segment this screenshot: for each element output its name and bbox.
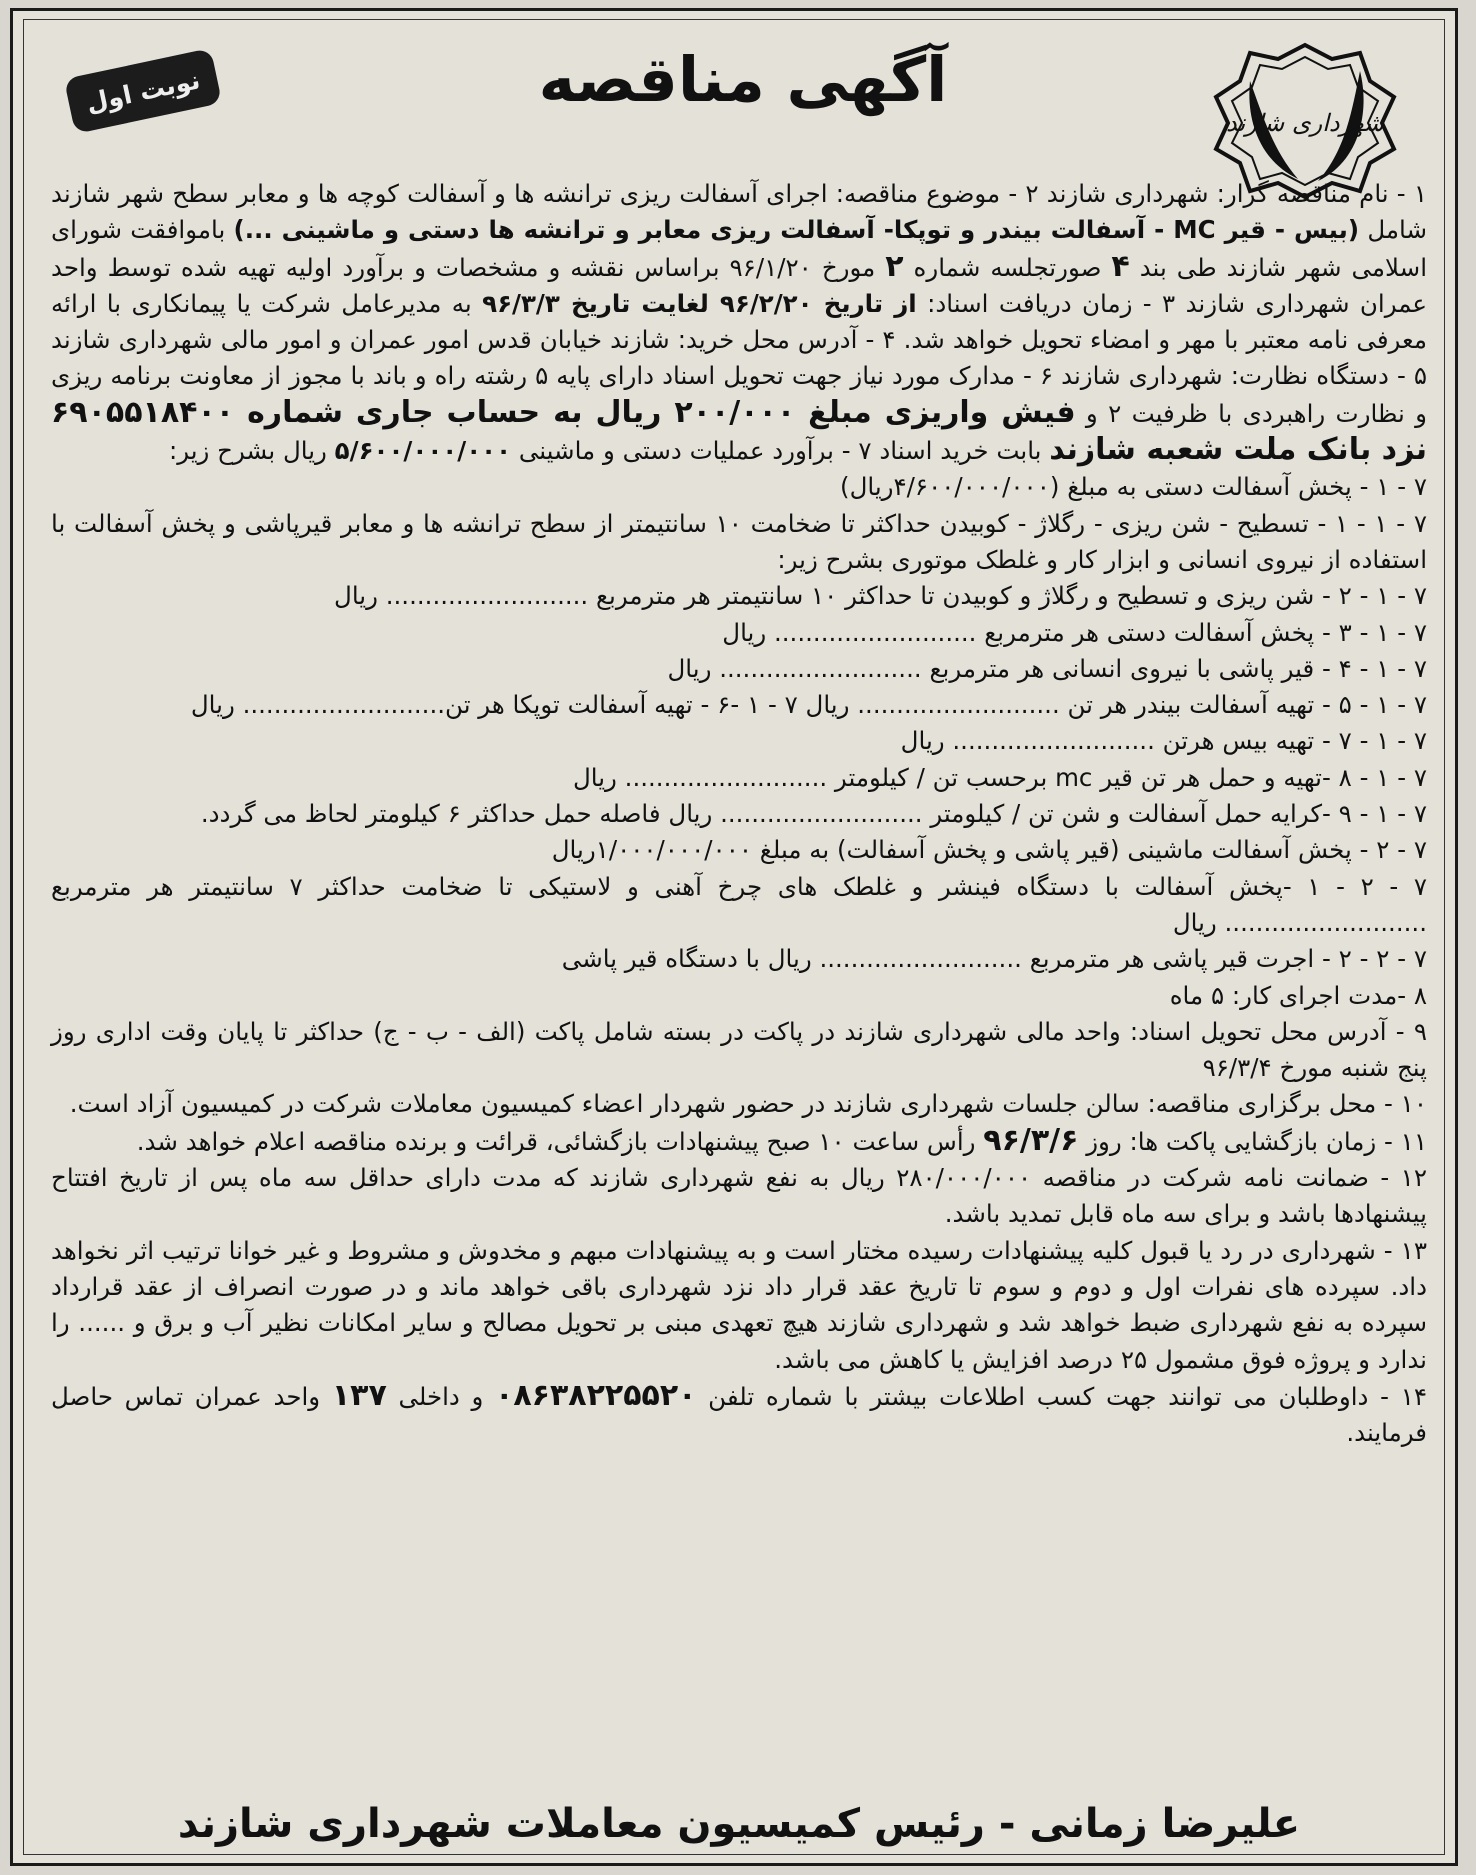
list-item: ۷ - ۱ - ۴ - قیر پاشی با نیروی انسانی هر مترمربع .......................... ریال: [667, 653, 1427, 683]
tender-notice-page: [10, 8, 1458, 1866]
estimate-amount: ۵/۶۰۰/۰۰۰/۰۰۰: [334, 436, 512, 466]
paragraph-1: ۱ - نام مناقصه گزار: شهرداری شازند ۲ - موضوع مناقصه: اجرای آسفالت ریزی ترانشه ها و آسفالت کوچه ها و معابر سطح شهر شازند شامل (بیس - قیر MC - آسفالت بیندر و توپکا- آسفالت ریزی معابر و ترانشه ها دستی و ماشینی ...) باموافقت شورای اسلامی شهر شازند طی بند ۴ صورتجلسه شماره ۲ مورخ ۹۶/۱/۲۰ براساس نقشه و مشخصات و برآورد اولیه تهیه شده توسط واحد عمران شهرداری شازند ۳ - زمان دریافت اسناد: از تاریخ ۹۶/۲/۲۰ لغایت تاریخ ۹۶/۳/۳ به مدیرعامل شرکت یا پیمانکاری با ارائه معرفی نامه معتبر با مهر و امضاء تحویل خواهد شد. ۴ - آدرس محل خرید: شازند خیابان قدس امور عمران و امور مالی شهرداری شازند ۵ - دستگاه نظارت: شهرداری شازند ۶ - مدارک مورد نیاز جهت تحویل اسناد دارای پایه ۵ رشته راه و باند با مجوز از معاونت برنامه ریزی و نظارت راهبردی با ظرفیت ۲ و فیش واریزی مبلغ ۲۰۰/۰۰۰ ریال به حساب جاری شماره ۶۹۰۵۵۱۸۴۰۰ نزد بانک ملت شعبه شازند بابت خرید اسناد ۷ - برآورد عملیات دستی و ماشینی ۵/۶۰۰/۰۰۰/۰۰۰ ریال بشرح زیر:: [51, 179, 1428, 468]
list-item: ۷ - ۱ - پخش آسفالت دستی به مبلغ (۴/۶۰۰/۰۰۰/۰۰۰ریال): [840, 472, 1427, 502]
notice-title: آگهی مناقصه: [538, 43, 948, 116]
list-item: ۷ - ۱ - ۸ -تهیه و حمل هر تن قیر mc برحسب تن / کیلومتر .......................... ریال: [572, 762, 1427, 792]
extension-number: ۱۳۷: [331, 1377, 387, 1413]
list-item: ۱۲ - ضمانت نامه شرکت در مناقصه ۲۸۰/۰۰۰/۰۰۰ ریال به نفع شهرداری شازند که مدت دارای حداقل سه ماه پس از تاریخ افتتاح پیشنهادها باشد و برای سه ماه قابل تمدید باشد.: [51, 1163, 1427, 1229]
publication-badge: نوبت اول: [64, 48, 222, 134]
list-item: ۱۳ - شهرداری در رد یا قبول کلیه پیشنهادات رسیده مختار است و به پیشنهادات مبهم و مخدوش و مشروط و غیر خوانا ترتیب اثر نخواهد داد. سپرده های نفرات اول و دوم و سوم تا تاریخ عقد قرار داد نزد شهرداری باقی خواهد ماند و در صورت انصراف از عقد قرارداد سپرده به نفع شهرداری ضبط خواهد شد و شهرداری شازند هیچ تعهدی مبنی بر تحویل مصالح و سایر امکانات نظیر آب و برق و ...... را ندارد و پروژه فوق مشمول ۲۵ درصد افزایش یا کاهش می باشد.: [51, 1235, 1427, 1374]
project-scope: (بیس - قیر MC - آسفالت بیندر و توپکا- آسفالت ریزی معابر و ترانشه ها دستی و ماشینی ...): [233, 215, 1360, 245]
list-item: ۱۰ - محل برگزاری مناقصه: سالن جلسات شهرداری شازند در حضور شهردار اعضاء کمیسیون معاملات شرکت در کمیسیون آزاد است.: [69, 1089, 1427, 1119]
notice-body: [51, 176, 1427, 1451]
list-item: ۸ -مدت اجرای کار: ۵ ماه: [1169, 980, 1427, 1010]
list-item: ۱۴ - داوطلبان می توانند جهت کسب اطلاعات بیشتر با شماره تلفن ۰۸۶۳۸۲۲۵۵۲۰ و داخلی ۱۳۷ واحد عمران تماس حاصل فرمایند.: [51, 1377, 1428, 1448]
list-item: ۷ - ۲ - ۱ -پخش آسفالت با دستگاه فینشر و غلطک های چرخ آهنی و لاستیکی تا ضخامت حداکثر ۷ سانتیمتر هر مترمربع .......................... ریال: [51, 871, 1427, 937]
list-item: ۹ - آدرس محل تحویل اسناد: واحد مالی شهرداری شازند در پاکت در بسته شامل پاکت (الف - ب - ج) حداکثر تا پایان وقت اداری روز پنج شنبه مورخ ۹۶/۳/۴: [51, 1016, 1427, 1083]
list-item: ۷ - ۱ - ۱ - تسطیح - شن ریزی - رگلاژ - کوبیدن حداکثر تا ضخامت ۱۰ سانتیمتر از سطح ترانشه ها و معابر قیرپاشی و پخش آسفالت با استفاده از نیروی انسانی و ابزار کار و غلطک موتوری بشرح زیر:: [51, 508, 1427, 574]
opening-date: ۹۶/۳/۶: [983, 1122, 1079, 1158]
document-dates: از تاریخ ۹۶/۲/۲۰ لغایت تاریخ ۹۶/۳/۳: [482, 288, 917, 318]
logo-text: شهرداری شازند: [1225, 109, 1385, 137]
signature: علیرضا زمانی - رئیس کمیسیون معاملات شهرداری شازند: [177, 1801, 1301, 1847]
list-item: ۷ - ۱ - ۷ - تهیه بیس هرتن .......................... ریال: [900, 726, 1427, 756]
list-item: ۷ - ۱ - ۲ - شن ریزی و تسطیح و رگلاژ و کوبیدن تا حداکثر ۱۰ سانتیمتر هر مترمربع .......................... ریال: [334, 581, 1427, 611]
list-item: ۷ - ۲ - ۲ - اجرت قیر پاشی هر مترمربع .......................... ریال با دستگاه قیر پاشی: [561, 944, 1427, 974]
phone-number: ۰۸۶۳۸۲۲۵۵۲۰: [495, 1377, 697, 1413]
list-item: ۷ - ۱ - ۵ - تهیه آسفالت بیندر هر تن .......................... ریال ۷ - ۱ -۶ - تهیه آسفالت توپکا هر تن.......................... ریال: [190, 690, 1427, 720]
list-item: ۷ - ۱ - ۳ - پخش آسفالت دستی هر مترمربع .......................... ریال: [722, 617, 1427, 647]
list-item: ۷ - ۲ - پخش آسفالت ماشینی (قیر پاشی و پخش آسفالت) به مبلغ ۱/۰۰۰/۰۰۰/۰۰۰ریال: [551, 835, 1427, 865]
list-item: ۷ - ۱ - ۹ -کرایه حمل آسفالت و شن تن / کیلومتر .......................... ریال فاصله حمل حداکثر ۶ کیلومتر لحاظ می گردد.: [200, 799, 1427, 829]
payment-info: فیش واریزی مبلغ ۲۰۰/۰۰۰ ریال به حساب جاری شماره ۶۹۰۵۵۱۸۴۰۰ نزد بانک ملت شعبه شازند: [51, 394, 1427, 468]
list-item: ۱۱ - زمان بازگشایی پاکت ها: روز ۹۶/۳/۶ رأس ساعت ۱۰ صبح پیشنهادات بازگشائی، قرائت و برنده مناقصه اعلام خواهد شد.: [136, 1122, 1427, 1158]
